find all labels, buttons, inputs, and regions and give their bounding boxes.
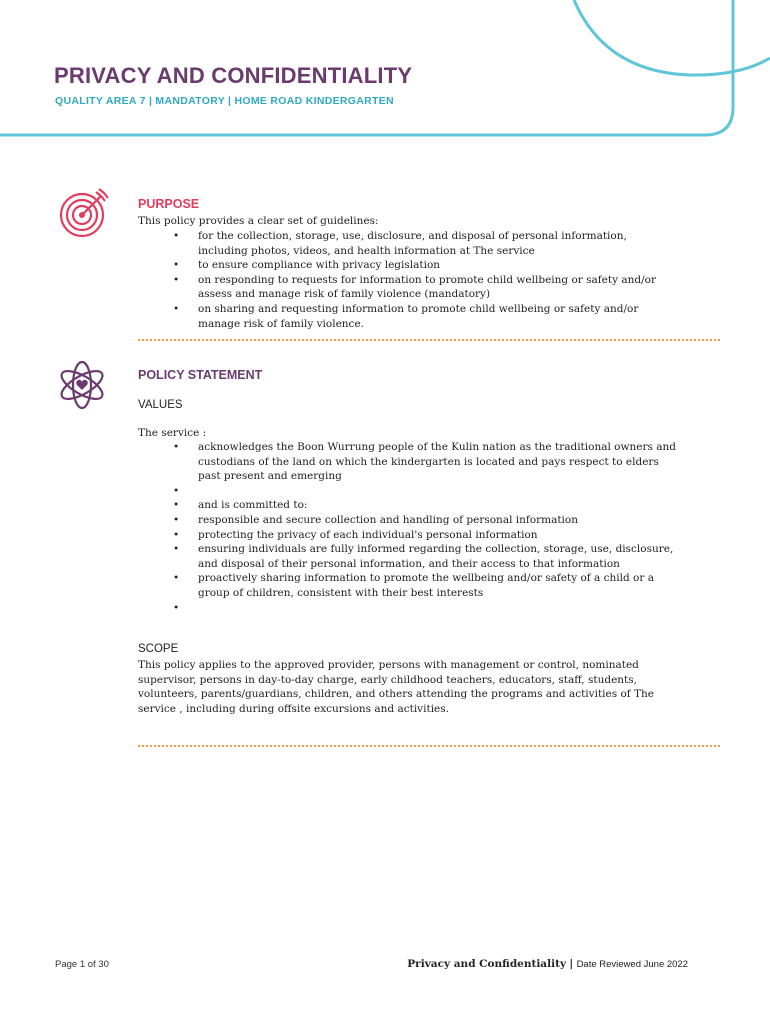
- atom-heart-icon: [56, 359, 108, 411]
- page-number: Page 1 of 30: [55, 959, 109, 970]
- list-item: • for the collection, storage, use, disclosure, and disposal of personal information, including photos, videos, and health information at The service: [138, 229, 678, 258]
- footer-date-reviewed: Date Reviewed June 2022: [576, 959, 688, 970]
- policy-statement-heading: POLICY STATEMENT: [138, 368, 263, 382]
- list-item: • on responding to requests for information to promote child wellbeing or safety and/or assess and manage risk of family violence (mandatory): [138, 273, 678, 302]
- scope-text: This policy applies to the approved provider, persons with management or control, nominated supervisor, persons in day-to-day charge, early childhood teachers, educators, staff, students, volunteers, parents/guardians, children, and others attending the programs and activities of The service , including during offsite excursions and activities.: [138, 659, 655, 715]
- page-subtitle: QUALITY AREA 7 | MANDATORY | HOME ROAD KINDERGARTEN: [55, 95, 394, 107]
- footer-doc-title: Privacy and Confidentiality: [407, 958, 567, 970]
- values-list: [138, 440, 678, 615]
- list-item: • acknowledges the Boon Wurrung people of the Kulin nation as the traditional owners and custodians of the land on which the kindergarten is located and pays respect to elders past present and emerging: [138, 440, 678, 484]
- list-item: • on sharing and requesting information to promote child wellbeing or safety and/or manage risk of family violence.: [138, 302, 678, 331]
- values-intro: The service :: [138, 427, 207, 439]
- list-item: • ensuring individuals are fully informed regarding the collection, storage, use, disclosure, and disposal of their personal information, and their access to that information: [138, 542, 678, 571]
- footer-separator: |: [569, 958, 574, 970]
- section-divider: [138, 339, 720, 341]
- list-item: [138, 484, 678, 499]
- purpose-heading: PURPOSE: [138, 197, 200, 211]
- footer-doc-info: [407, 958, 688, 970]
- page-title: PRIVACY AND CONFIDENTIALITY: [54, 63, 413, 88]
- values-heading: VALUES: [138, 399, 183, 411]
- header-circle-arc: [574, 0, 770, 75]
- list-item: • and is committed to:: [138, 498, 678, 513]
- list-item: • protecting the privacy of each individual's personal information: [138, 528, 678, 543]
- list-item: • to ensure compliance with privacy legislation: [138, 258, 678, 273]
- list-item: [138, 601, 678, 616]
- section-divider: [138, 745, 720, 747]
- target-arrow-icon: [58, 188, 110, 240]
- purpose-list: [138, 229, 678, 331]
- list-item: • responsible and secure collection and handling of personal information: [138, 513, 678, 528]
- purpose-intro: This policy provides a clear set of guidelines:: [138, 215, 379, 227]
- list-item: • proactively sharing information to promote the wellbeing and/or safety of a child or a group of children, consistent with their best interests: [138, 571, 678, 600]
- scope-heading: SCOPE: [138, 643, 179, 655]
